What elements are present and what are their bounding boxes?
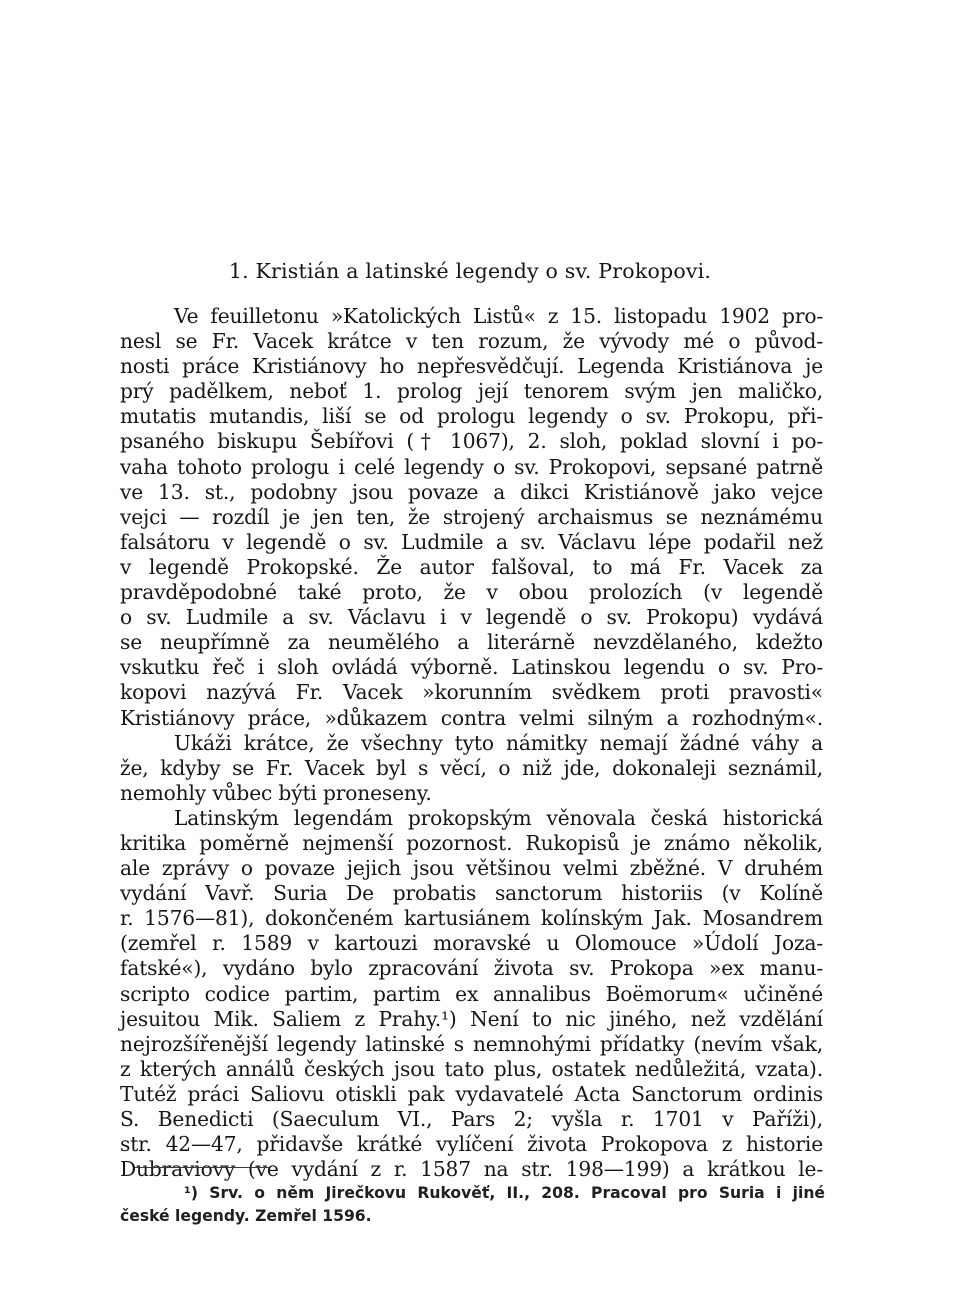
text-line: nesl se Fr. Vacek krátce v ten rozum, že vývody mé o původ-	[120, 329, 823, 354]
text-line: vydání Vavř. Suria De probatis sanctorum historiis (v Kolíně	[120, 881, 823, 906]
text-line: že, kdyby se Fr. Vacek byl s věcí, o niž jde, dokonaleji seznámil,	[120, 755, 823, 780]
text-line: ve 13. st., podobny jsou povaze a dikci Kristiánově jako vejce	[120, 479, 823, 504]
text-line: str. 42—47, přidavše krátké vylíčení života Prokopova z historie	[120, 1132, 823, 1157]
text-line: jesuitou Mik. Saliem z Prahy.¹) Není to nic jiného, než vzdělání	[120, 1006, 823, 1031]
text-line: (zemřel r. 1589 v kartouzi moravské u Olomouce »Údolí Joza-	[120, 931, 823, 956]
text-line: S. Benedicti (Saeculum VI., Pars 2; vyšla r. 1701 v Paříži),	[120, 1107, 823, 1131]
text-line: Tutéž práci Saliovu otiskli pak vydavatelé Acta Sanctorum ordinis	[120, 1081, 823, 1106]
text-line: prý padělkem, neboť 1. prolog její tenorem svým jen maličko,	[120, 379, 823, 404]
text-line: Latinským legendám prokopským věnovala česká historická	[174, 805, 823, 830]
text-line: kritika poměrně nejmenší pozornost. Rukopisů je známo několik,	[120, 830, 823, 855]
text-line: r. 1576—81), dokončeném kartusiánem kolínským Jak. Mosandrem	[120, 906, 823, 931]
text-line: nejrozšířenější legendy latinské s nemnohými přídatky (nevím však,	[120, 1031, 823, 1056]
text-line: falsátoru v legendě o sv. Ludmile a sv. Václavu lépe podařil než	[120, 529, 823, 554]
text-line: nosti práce Kristiánovy ho nepřesvědčují. Legenda Kristiánova je	[120, 354, 823, 379]
text-line: Ve feuilletonu »Katolických Listů« z 15. listopadu 1902 pro-	[174, 304, 823, 328]
text-line: ale zprávy o povaze jejich jsou většinou velmi zběžné. V druhém	[120, 856, 823, 881]
text-line: o sv. Ludmile a sv. Václavu i v legendě o sv. Prokopu) vydává	[120, 605, 823, 630]
text-line: vskutku řeč i sloh ovládá výborně. Latinskou legendu o sv. Pro-	[120, 655, 823, 680]
footnote-line: české legendy. Zemřel 1596.	[120, 1206, 372, 1225]
text-line: se neupřímně za neumělého a literárně nevzdělaného, kdežto	[120, 630, 823, 655]
body-text	[120, 304, 823, 1182]
text-line: scripto codice partim, partim ex annalibus Boëmorum« učiněné	[120, 981, 823, 1006]
text-line: kopovi nazývá Fr. Vacek »korunním svědkem proti pravosti«	[120, 680, 823, 705]
text-line: Dubraviovy (ve vydání z r. 1587 na str. 198—199) a krátkou le-	[120, 1157, 823, 1182]
text-line: psaného biskupu Šebířovi († 1067), 2. sloh, poklad slovní i po-	[120, 429, 823, 454]
text-line: nemohly vůbec býti proneseny.	[120, 780, 432, 805]
text-line: vaha tohoto prologu i celé legendy o sv. Prokopovi, sepsané patrně	[120, 454, 823, 479]
text-line: mutatis mutandis, liší se od prologu legendy o sv. Prokopu, při-	[120, 404, 823, 429]
text-line: pravděpodobné také proto, že v obou prolozích (v legendě	[120, 580, 823, 605]
text-line: fatské«), vydáno bylo zpracování života sv. Prokopa »ex manu-	[120, 956, 823, 981]
footnote-separator	[135, 1167, 271, 1168]
text-line: v legendě Prokopské. Že autor falšoval, to má Fr. Vacek za	[120, 554, 823, 579]
text-line: z kterých annálů českých jsou tato plus, ostatek nedůležitá, vzata).	[120, 1056, 823, 1081]
footnote-line: ¹) Srv. o něm Jirečkovu Rukověť, II., 208. Pracoval pro Suria i jiné	[184, 1184, 825, 1202]
chapter-heading: 1. Kristián a latinské legendy o sv. Prokopovi.	[228, 259, 712, 283]
text-line: vejci — rozdíl je jen ten, že strojený archaismus se neznámému	[120, 504, 823, 529]
footnote	[120, 1182, 825, 1227]
text-line: Ukáži krátce, že všechny tyto námitky nemají žádné váhy a	[174, 730, 823, 755]
text-line: Kristiánovy práce, »důkazem contra velmi silným a rozhodným«.	[120, 705, 823, 730]
